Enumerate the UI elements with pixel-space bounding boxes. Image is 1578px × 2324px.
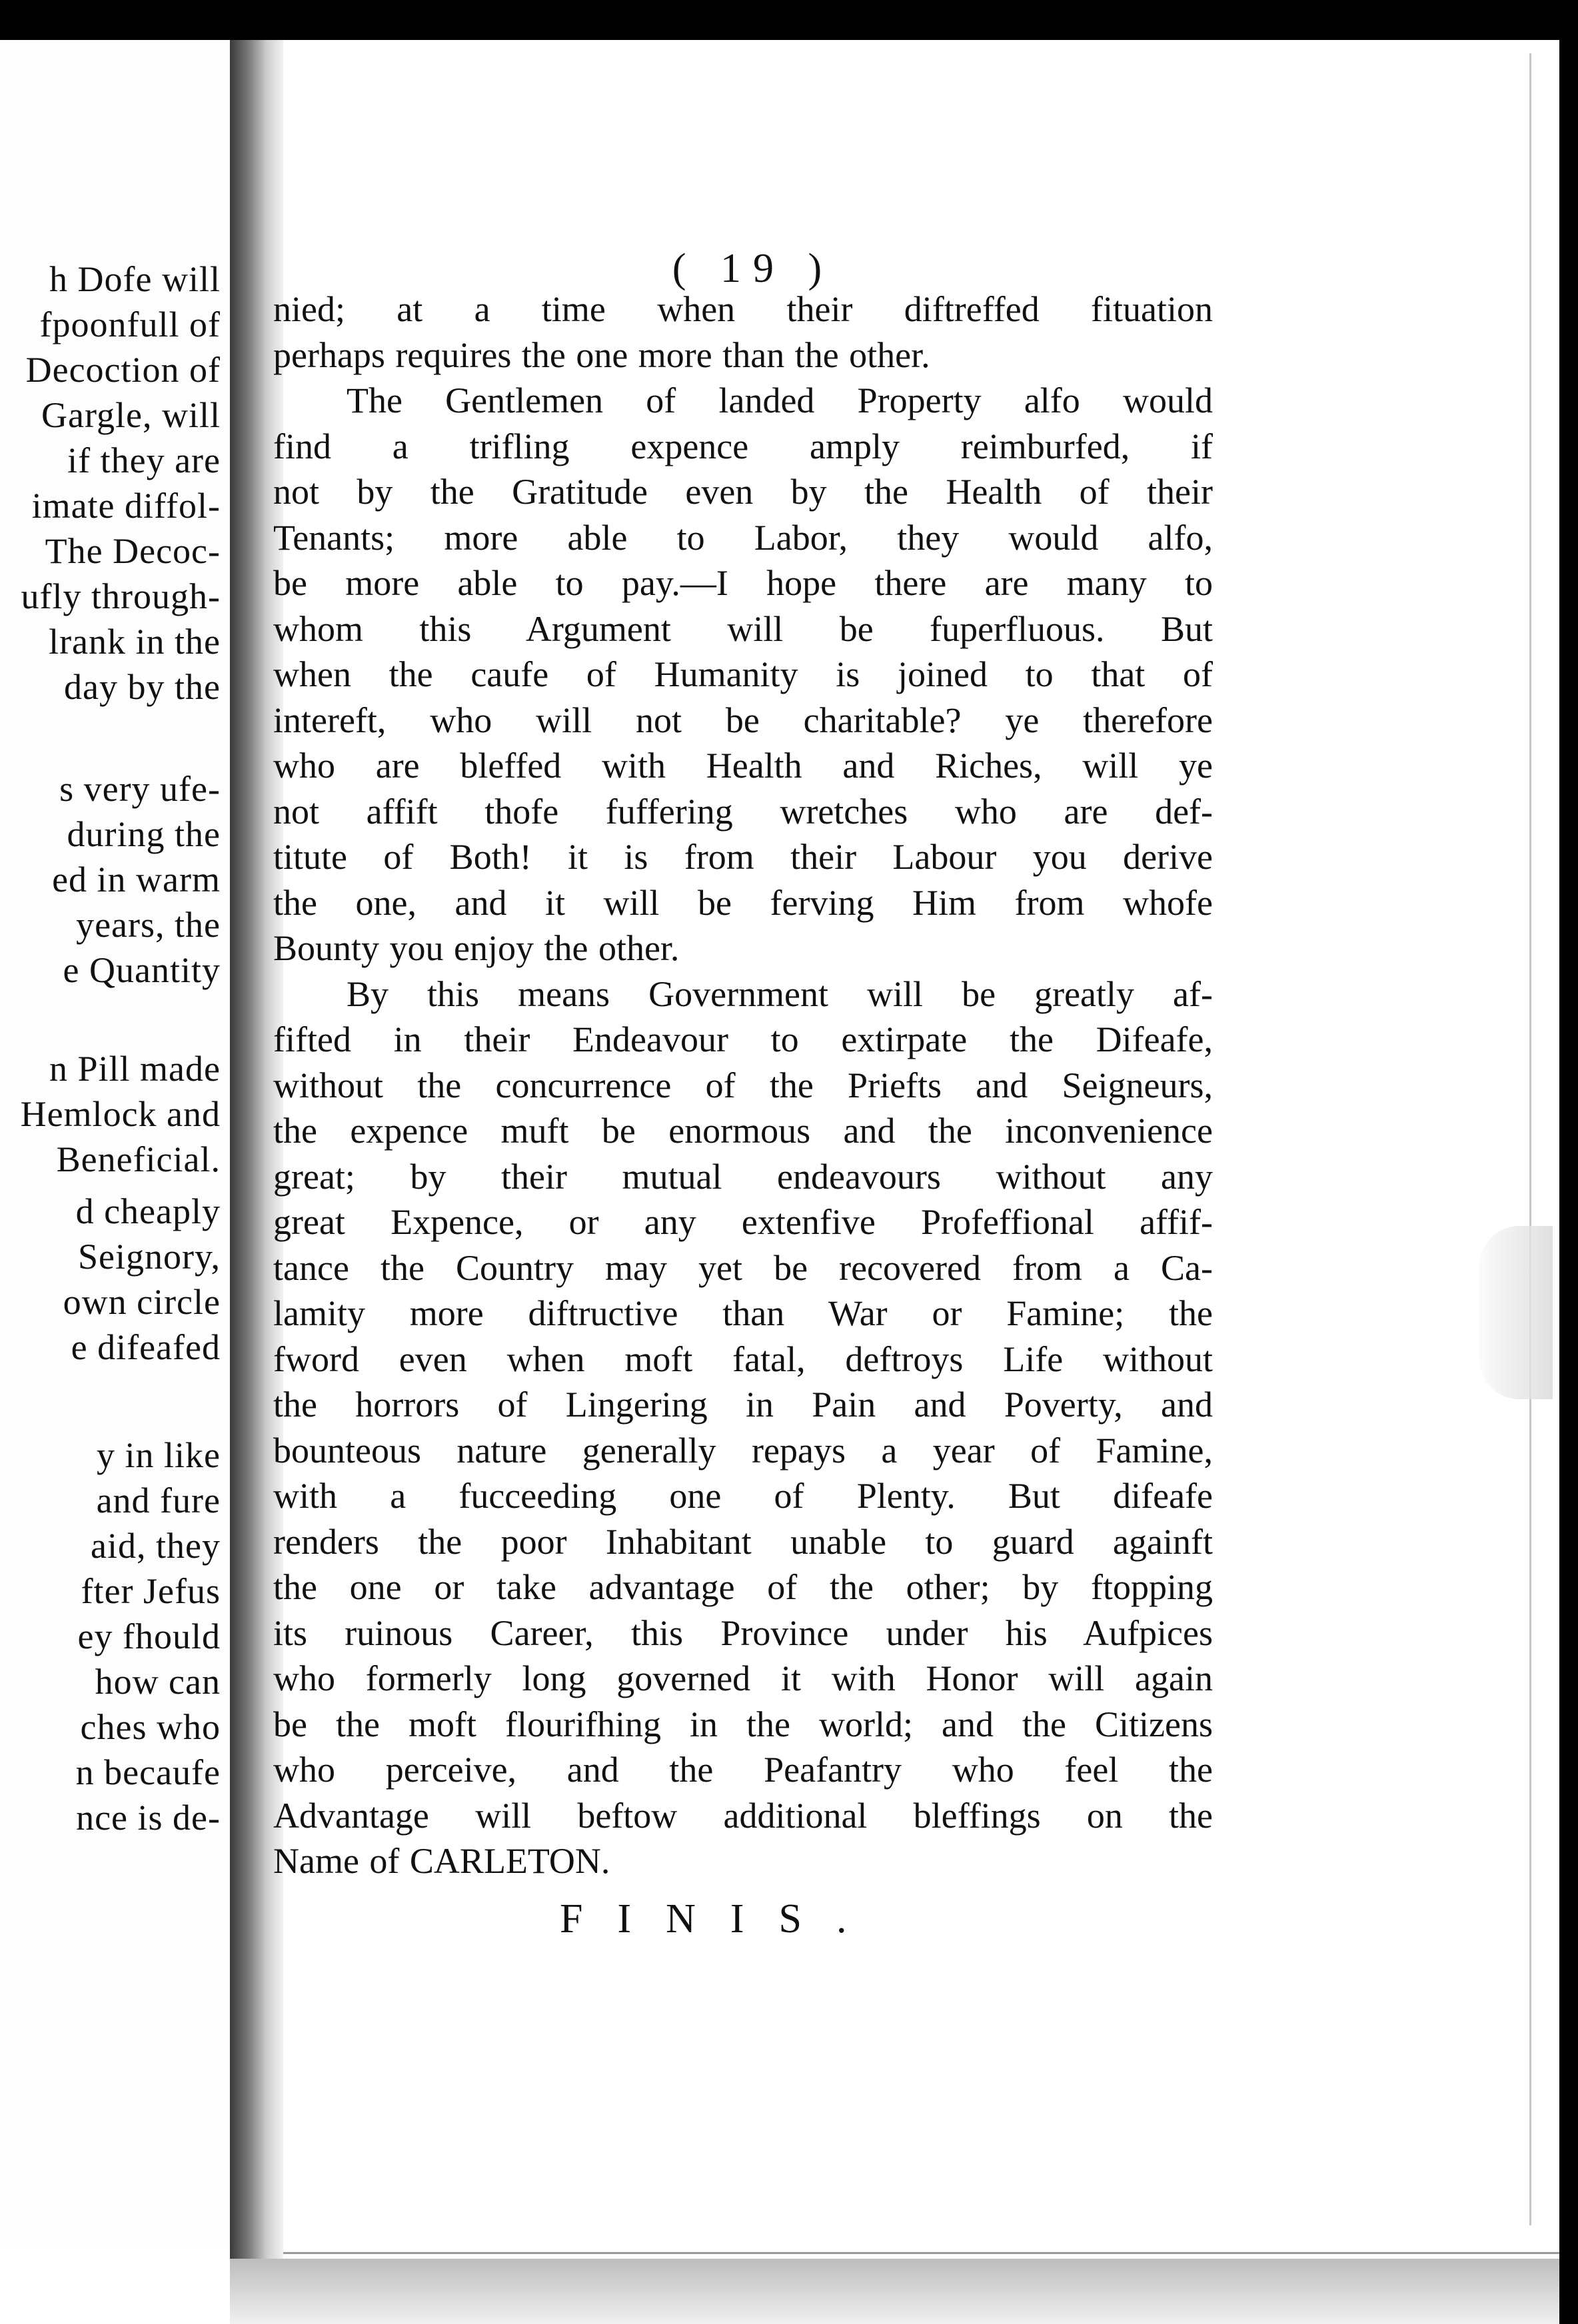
left-page-line: The Decoc-: [45, 531, 221, 571]
text-line: who are bleffed with Health and Riches, will ye: [273, 746, 1213, 786]
left-page-line: Seignory,: [78, 1237, 221, 1277]
text-line: who formerly long governed it with Honor will again: [273, 1658, 1213, 1698]
scan-border-right: [1559, 0, 1578, 2324]
body-text: [273, 287, 1213, 1884]
text-line: great Expence, or any extenfive Profeffional affif-: [273, 1202, 1213, 1242]
left-page-line: n Pill made: [49, 1049, 221, 1089]
left-page-line: day by the: [64, 667, 221, 707]
left-page-line: how can: [95, 1662, 221, 1702]
text-line: without the concurrence of the Priefts and Seigneurs,: [273, 1065, 1213, 1105]
finis-heading: FINIS.: [560, 1896, 882, 1942]
text-line: its ruinous Career, this Province under his Aufpices: [273, 1612, 1213, 1653]
left-page-line: e Quantity: [63, 950, 221, 990]
left-page-line: fpoonfull of: [39, 304, 221, 344]
left-page-line: Decoction of: [25, 350, 221, 390]
left-page-line: ches who: [80, 1707, 221, 1747]
text-line: be the moft flourifhing in the world; and the Citizens: [273, 1704, 1213, 1744]
text-line: Tenants; more able to Labor, they would alfo,: [273, 517, 1213, 558]
text-line: who perceive, and the Peafantry who feel the: [273, 1750, 1213, 1790]
page-number: ( 19 ): [672, 246, 834, 291]
text-line: bounteous nature generally repays a year of Famine,: [273, 1430, 1213, 1470]
text-line: lamity more diftructive than War or Famine; the: [273, 1293, 1213, 1333]
text-line: the expence muft be enormous and the inconvenience: [273, 1111, 1213, 1151]
text-line: whom this Argument will be fuperfluous. But: [273, 608, 1213, 649]
text-line: perhaps requires the one more than the other.: [273, 334, 930, 375]
left-page-line: d cheaply: [75, 1191, 221, 1231]
left-page-line: ufly through-: [21, 576, 221, 616]
page-fold: [1479, 1226, 1553, 1399]
text-line: nied; at a time when their diftreffed fituation: [273, 289, 1213, 329]
text-line: fword even when moft fatal, deftroys Life without: [273, 1339, 1213, 1379]
left-page-line: s very ufe-: [59, 769, 221, 809]
scan-border-top: [0, 0, 1578, 40]
left-page-line: ey fhould: [77, 1616, 221, 1656]
text-line: intereft, who will not be charitable? ye therefore: [273, 700, 1213, 740]
left-page-line: own circle: [63, 1282, 221, 1322]
text-line: the horrors of Lingering in Pain and Poverty, and: [273, 1385, 1213, 1425]
left-page-line: lrank in the: [49, 622, 221, 662]
text-line: not by the Gratitude even by the Health of their: [273, 472, 1213, 512]
left-page-line: if they are: [67, 440, 221, 480]
text-line: renders the poor Inhabitant unable to guard againft: [273, 1521, 1213, 1562]
left-page-line: n becaufe: [75, 1752, 221, 1792]
text-line: By this means Government will be greatly af-: [347, 973, 1213, 1014]
left-page-line: Gargle, will: [41, 395, 221, 435]
text-line: when the caufe of Humanity is joined to that of: [273, 654, 1213, 694]
left-page-line: and fure: [96, 1480, 221, 1520]
text-line: not affift thofe fuffering wretches who are def-: [273, 791, 1213, 832]
text-line: the one, and it will be ferving Him from whofe: [273, 882, 1213, 923]
left-page-line: fter Jefus: [81, 1571, 221, 1611]
previous-page-fragment: [0, 40, 231, 2245]
page-bottom-shadow: [230, 2259, 1559, 2324]
left-page-line: h Dofe will: [49, 259, 221, 299]
left-page-line: years, the: [76, 905, 221, 945]
text-line: Bounty you enjoy the other.: [273, 928, 680, 968]
text-line: be more able to pay.—I hope there are many to: [273, 563, 1213, 603]
left-page-line: imate diffol-: [31, 486, 221, 526]
left-page-line: aid, they: [91, 1526, 221, 1566]
left-page-line: during the: [67, 814, 221, 854]
page-edge: [1529, 53, 1558, 2225]
left-page-line: Hemlock and: [20, 1094, 221, 1134]
left-page-line: nce is de-: [76, 1798, 221, 1838]
text-line: the one or take advantage of the other; by ftopping: [273, 1567, 1213, 1607]
text-line: tance the Country may yet be recovered from a Ca-: [273, 1247, 1213, 1288]
text-line: Advantage will beftow additional bleffings on the: [273, 1795, 1213, 1836]
text-line: with a fucceeding one of Plenty. But difeafe: [273, 1476, 1213, 1516]
left-page-line: ed in warm: [52, 860, 221, 899]
text-line: great; by their mutual endeavours without any: [273, 1156, 1213, 1197]
text-line: titute of Both! it is from their Labour you derive: [273, 837, 1213, 877]
text-line: fifted in their Endeavour to extirpate the Difeafe,: [273, 1019, 1213, 1059]
left-page-line: Beneficial.: [56, 1139, 221, 1179]
text-line: find a trifling expence amply reimburfed, if: [273, 426, 1213, 466]
text-line-signature: Name of CARLETON.: [273, 1841, 610, 1881]
left-page-line: y in like: [97, 1435, 221, 1475]
text-line: The Gentlemen of landed Property alfo would: [347, 380, 1213, 420]
left-page-line: e difeafed: [71, 1327, 221, 1367]
